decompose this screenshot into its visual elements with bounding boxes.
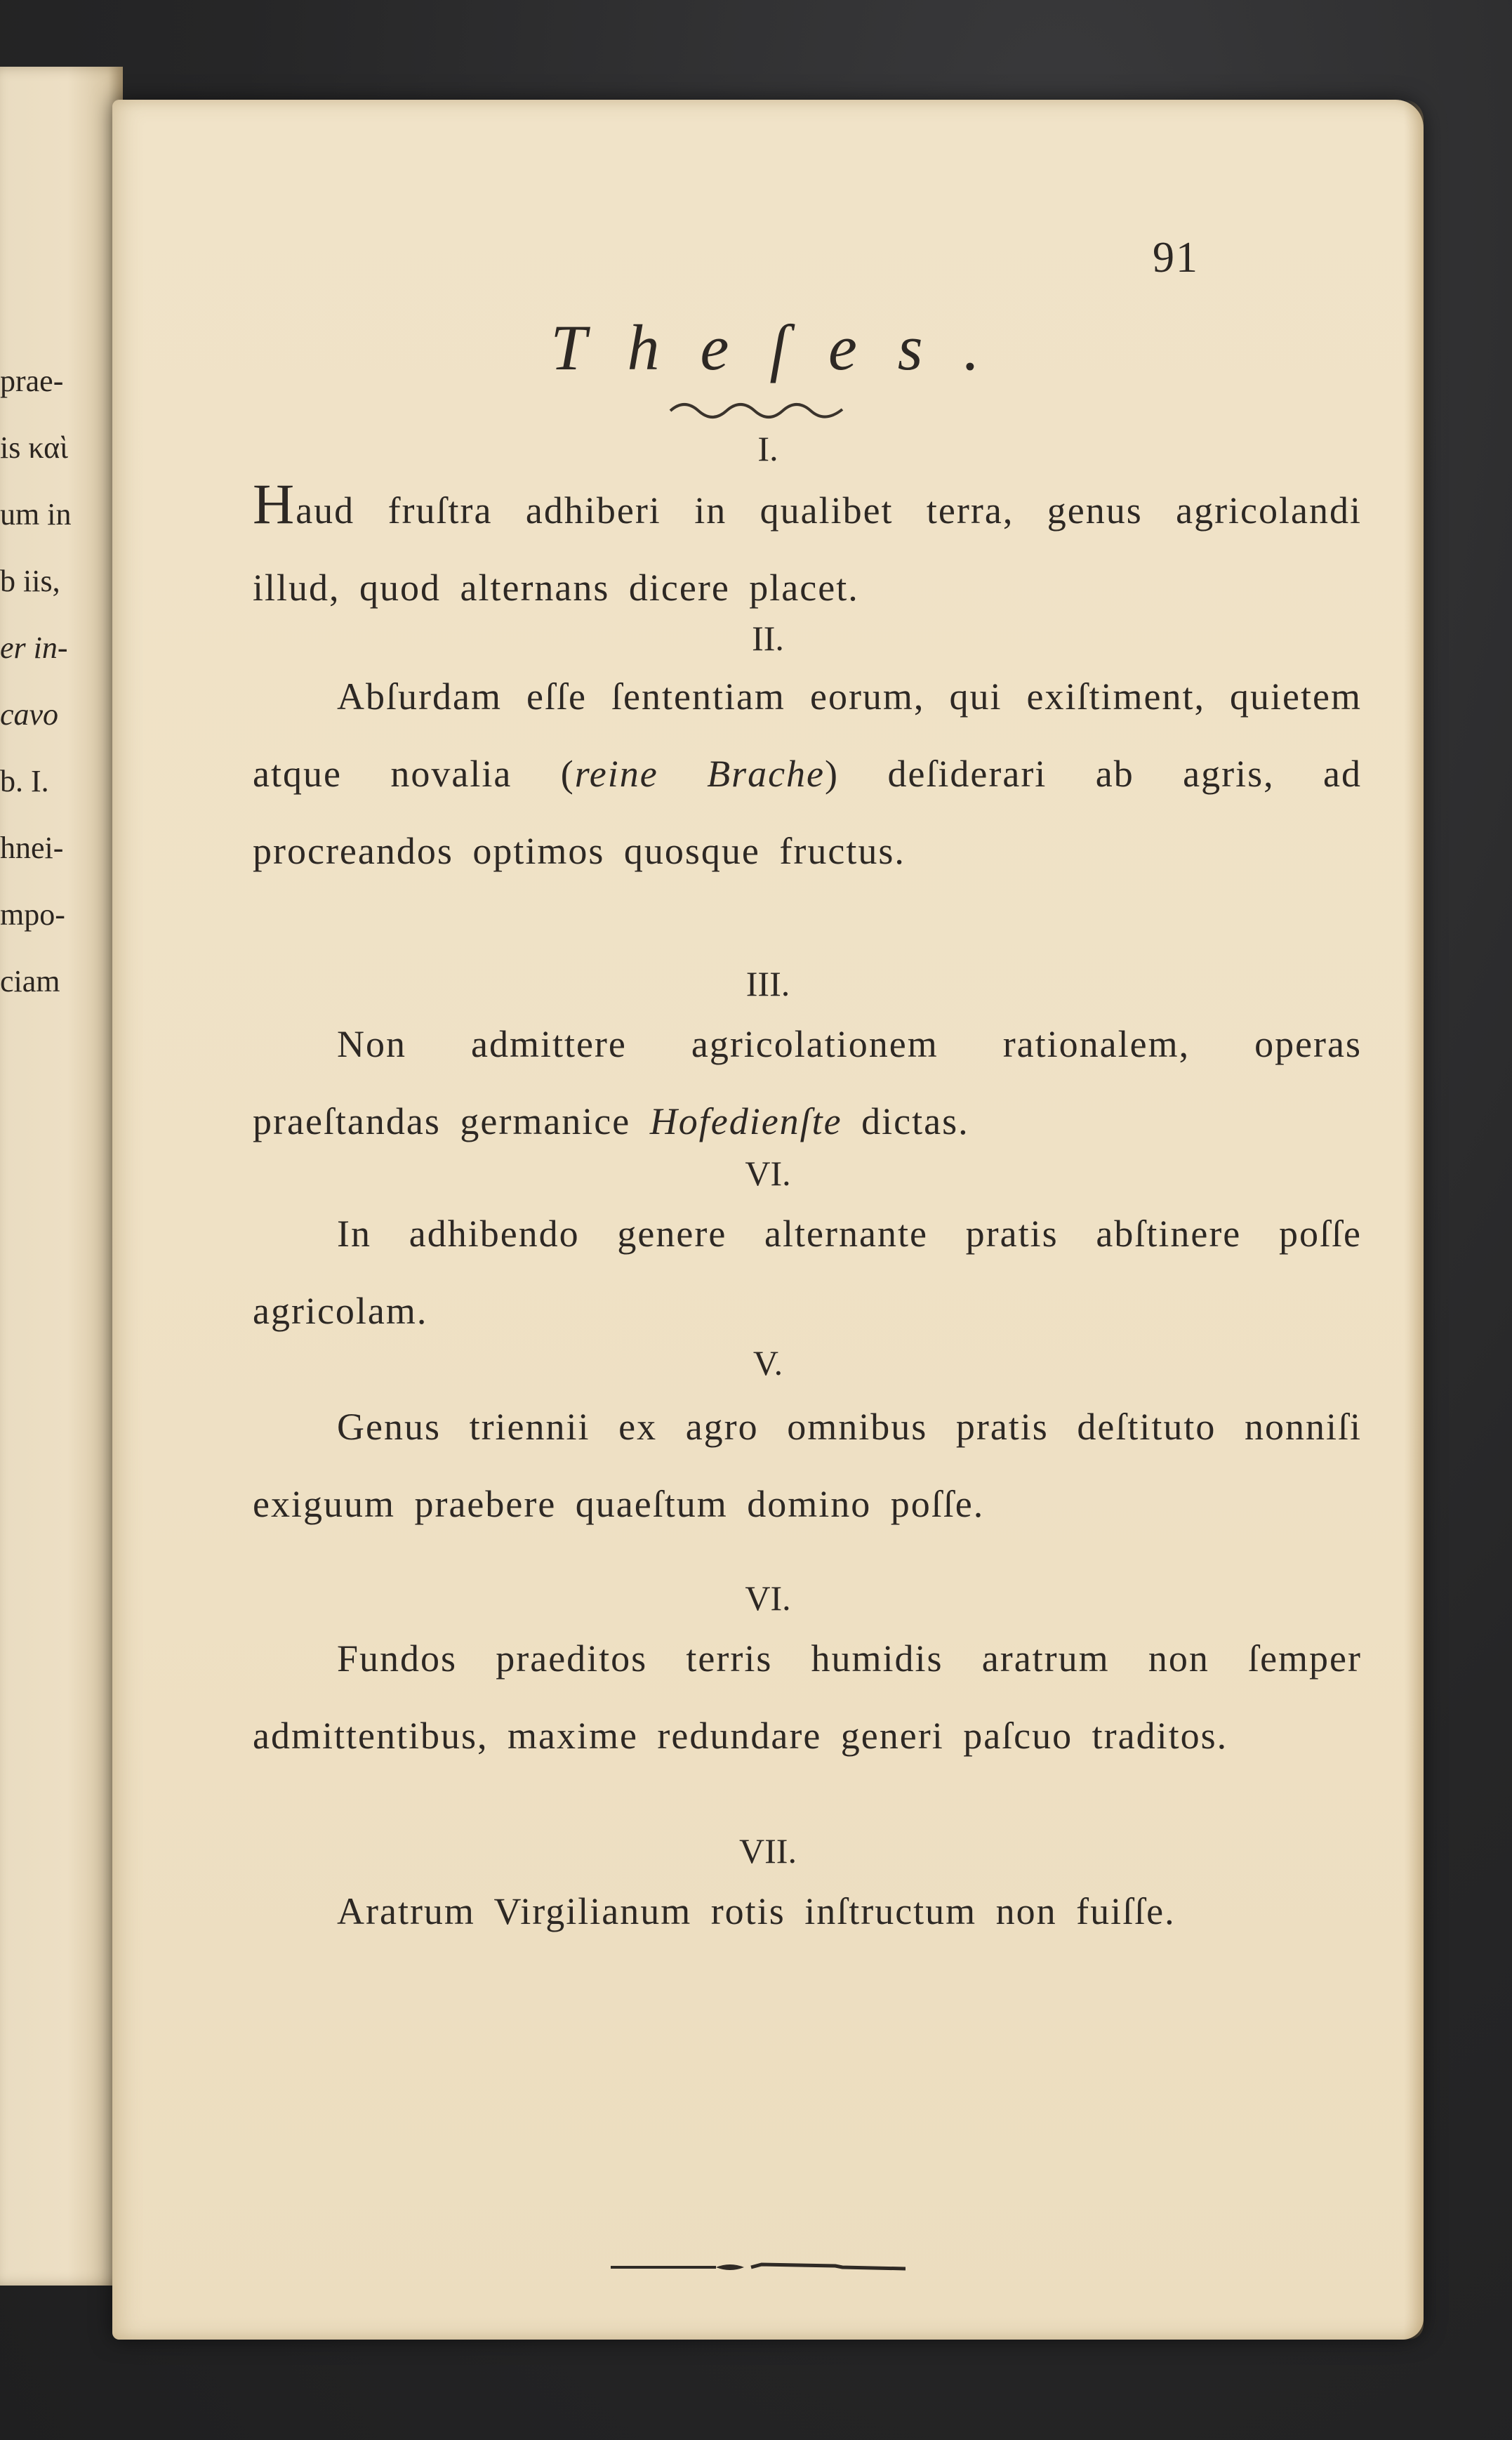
thesis-numeral: V. (752, 1343, 783, 1383)
thesis-text (253, 472, 1362, 626)
thesis-text (253, 1620, 1362, 1774)
thesis-italic-term: reine Brache (574, 753, 825, 795)
thesis-numeral: II. (752, 619, 784, 658)
thesis-numeral: VI. (745, 1154, 791, 1193)
page-content (112, 100, 1424, 2340)
thesis-numeral: III. (745, 964, 790, 1003)
thesis-body-end: ) deſiderari ab agris, ad procreandos optimos quosque fructus. (253, 753, 1362, 872)
left-fragment: b iis, (0, 564, 60, 598)
thesis-body: Non admittere agricolationem rationalem, operas praeſtandas germanice (253, 1023, 1362, 1142)
left-page-text-fragments (0, 348, 84, 1015)
thesis-text (253, 1195, 1362, 1350)
book-page (112, 100, 1424, 2340)
page-number: 91 (1153, 234, 1199, 282)
thesis-body: Genus triennii ex agro omnibus pratis deſtituto nonniſi exiguum praebere quaeſtum domino poſſe. (253, 1406, 1362, 1525)
left-fragment: b. I. (0, 764, 49, 798)
left-fragment: prae- (0, 364, 64, 398)
left-fragment: er in- (0, 631, 68, 665)
left-fragment: mpo- (0, 897, 65, 932)
left-fragment: hnei- (0, 831, 64, 865)
end-rule-ornament-icon (611, 2259, 906, 2276)
thesis-body: Fundos praeditos terris humidis aratrum non ſemper admittentibus, maxime redundare generi paſcuo traditos. (253, 1637, 1362, 1757)
thesis-body: aud fruſtra adhiberi in qualibet terra, genus agricolandi illud, quod alternans dicere placet. (253, 489, 1362, 609)
left-fragment: is καὶ (0, 430, 69, 465)
thesis-body: Abſurdam eſſe ſententiam eorum, qui exiſtiment, quietem atque novalia ( (253, 675, 1362, 795)
wave-ornament-icon (667, 391, 849, 419)
left-fragment: ciam (0, 964, 60, 998)
drop-cap: H (253, 472, 296, 536)
thesis-body: In adhibendo genere alternante pratis abſtinere poſſe agricolam. (253, 1213, 1362, 1332)
thesis-text (253, 1873, 1362, 1950)
left-fragment: um in (0, 497, 72, 532)
thesis-numeral: VI. (745, 1578, 791, 1618)
left-facing-page (0, 67, 123, 2286)
thesis-body-end: dictas. (842, 1100, 969, 1142)
page-title: Theſes. (550, 312, 1021, 383)
thesis-numeral: VII. (739, 1831, 797, 1871)
thesis-numeral: I. (757, 429, 778, 468)
thesis-italic-term: Hofedienſte (649, 1100, 842, 1142)
thesis-body: Aratrum Virgilianum rotis inſtructum non fuiſſe. (337, 1890, 1176, 1932)
left-fragment: cavo (0, 697, 59, 732)
thesis-text (253, 1388, 1362, 1543)
thesis-text (253, 1005, 1362, 1160)
thesis-text (253, 658, 1362, 890)
